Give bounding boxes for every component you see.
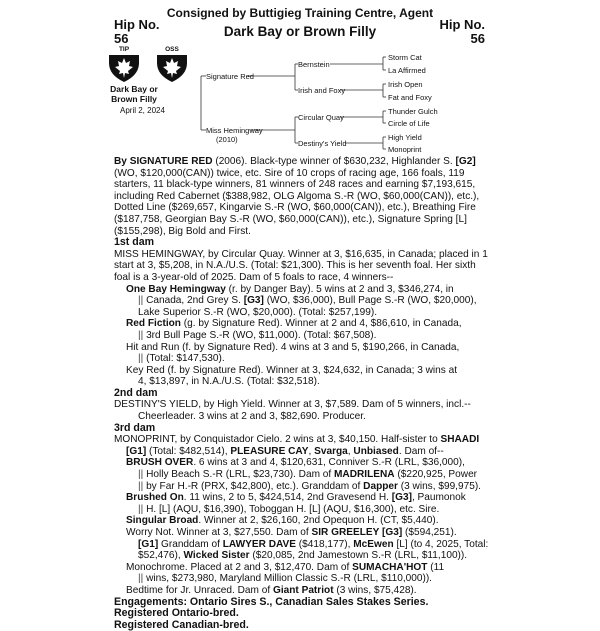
text: . 11 wins, 2 to 5, $424,514, 2nd Gravesend H. bbox=[183, 492, 389, 504]
second-dam-paragraph: DESTINY'S YIELD, by High Yield. Winner at 3, $7,589. Dam of 5 winners, incl.-- bbox=[114, 399, 471, 411]
produce-record-cont: || Canada, 2nd Grey S. [G3] (WO, $36,000), Bull Page S.-R (WO, $20,000), bbox=[138, 295, 477, 307]
text: MONOPRINT, by Conquistador Cielo. 2 wins at 3, $40,150. Half-sister to bbox=[114, 434, 441, 446]
text: Monochrome. Placed at 2 and 3, $12,470. Dam of bbox=[126, 561, 353, 573]
second-dam-heading: 2nd dam bbox=[114, 386, 158, 399]
consigned-by: Consigned by Buttigieg Training Centre, Agent bbox=[166, 6, 434, 20]
text: . 6 wins at 3 and 4, $120,631, Conniver S.-R (LRL, $36,000), bbox=[193, 457, 465, 469]
text: Holly Beach S.-R (LRL, $23,730). Dam of bbox=[146, 469, 334, 481]
first-dam-heading: 1st dam bbox=[114, 236, 155, 249]
horse-name: Wicked Sister bbox=[183, 550, 250, 562]
hip-label: Hip No. bbox=[439, 17, 485, 32]
grade: [G3] bbox=[243, 295, 264, 307]
hip-number: 56 bbox=[470, 31, 485, 46]
produce-record-cont: Lake Superior S.-R (WO, $20,000). (Total: $257,199). bbox=[138, 306, 378, 318]
third-dam-line bbox=[114, 434, 490, 446]
text: (11 bbox=[427, 561, 445, 573]
text: . Dam of-- bbox=[398, 445, 444, 457]
text: , bbox=[347, 445, 354, 457]
text: (WO, $120,000(CAN)) twice, etc. Sire of 10 crops of racing age, 166 foals, 119 starters, 11 black-type winners, 81 winners of 248 races and earning $7,193,615, including Red Cabernet ($388,982, OLG Algoma S.-R (WO, $60,000(CAN)), etc.), Dotted Line ($269,657, Kingarvie S.-R (WO, $60,000(CAN)), etc.), Breathing Fire ($187,758, Georgian Bay S.-R (WO, $60,000(CAN)), etc.), Signature Spring [L] ($155,298), Big Bold and First. bbox=[114, 167, 480, 237]
text: Worry Not. Winner at 3, $27,550. Dam of bbox=[126, 527, 312, 538]
pedigree-dam-dam: Destiny's Yield bbox=[298, 139, 347, 148]
produce-record-cont: || 3rd Bull Page S.-R (WO, $11,000). (Total: $67,508). bbox=[138, 329, 377, 341]
text: ($20,085, 2nd Jamestown S.-R (LRL, $11,100)). bbox=[249, 550, 468, 562]
horse-name: McEwen bbox=[353, 538, 394, 550]
grade: [G2] bbox=[455, 156, 476, 167]
horse-name: SHAADI bbox=[440, 434, 480, 446]
horse-name: MADRILENA bbox=[334, 469, 395, 481]
text: ($418,177), bbox=[296, 538, 354, 550]
pedigree-g3-7: High Yield bbox=[388, 133, 422, 142]
grade: [G3] bbox=[391, 492, 412, 504]
horse-name: Dapper bbox=[363, 480, 398, 492]
pedigree-dam-year: (2010) bbox=[216, 135, 238, 144]
produce-record-cont: || (Total: $147,530). bbox=[138, 353, 225, 365]
registration-ontario: Registered Ontario-bred. bbox=[114, 607, 239, 620]
horse-name: One Bay Hemingway bbox=[126, 283, 226, 295]
third-dam-line bbox=[114, 550, 490, 562]
pedigree-dam-sire: Circular Quay bbox=[298, 113, 344, 122]
third-dam-line bbox=[114, 539, 490, 551]
text: , bbox=[308, 445, 315, 457]
third-dam-line bbox=[114, 562, 490, 574]
text: H. [L] (AQU, $16,390), Toboggan H. [L] (AQU, $16,300), etc. Sire. bbox=[146, 503, 440, 515]
pedigree-g3-6: Circle of Life bbox=[388, 119, 430, 128]
text: (3 wins, $99,975). bbox=[397, 480, 481, 492]
third-dam-line: || H. [L] (AQU, $16,390), Toboggan H. [L] (AQU, $16,300), etc. Sire. bbox=[138, 503, 440, 515]
produce-record: Hit and Run (f. by Signature Red). 4 wins at 3 and 5, $190,266, in Canada, bbox=[126, 341, 460, 353]
text: ($220,925, Power bbox=[394, 469, 478, 481]
text: . Winner at 2, $26,160, 2nd Opequon H. (CT, $5,440). bbox=[198, 515, 439, 527]
first-dam-paragraph: MISS HEMINGWAY, by Circular Quay. Winner at 3, $16,635, in Canada; placed in 1 start at 3, $5,208, in N.A./U.S. (Total: $21,300). This is her seventh foal. Her sixth foal is a 3-year-old of 2025. Dam of 5 foals to race, 4 winners-- bbox=[114, 248, 488, 283]
horse-name: SUMACHA'HOT bbox=[352, 561, 428, 573]
sire-name: By SIGNATURE RED bbox=[114, 156, 213, 167]
text: (3 wins, $75,428). bbox=[333, 584, 417, 596]
sire-paragraph bbox=[114, 156, 490, 237]
horse-name: Singular Broad bbox=[126, 515, 199, 527]
text: (r. by Danger Bay). 5 wins at 2 and 3, $346,274, in bbox=[225, 283, 454, 295]
pedigree-sire-sire: Bernstein bbox=[298, 60, 330, 69]
foaling-date: April 2, 2024 bbox=[120, 106, 165, 115]
pedigree-sire-dam: Irish and Foxy bbox=[298, 86, 346, 95]
text: [L] (to 4, 2025, Total: bbox=[393, 538, 489, 550]
text: wins, $273,980, Maryland Million Classic S.-R (LRL, $110,000)). bbox=[146, 573, 432, 585]
pedigree-dam: Miss Hemingway bbox=[206, 126, 263, 135]
horse-name: Brushed On bbox=[126, 492, 184, 504]
horse-title: Dark Bay or Brown Filly bbox=[223, 24, 377, 39]
third-dam-line bbox=[114, 527, 490, 539]
horse-name: Unbiased bbox=[353, 445, 399, 457]
badge-label: OSS bbox=[165, 46, 179, 53]
grade: [G1] bbox=[138, 538, 159, 550]
horse-name: Svarga bbox=[314, 445, 348, 457]
badge-label: TIP bbox=[118, 46, 130, 53]
produce-record: Key Red (f. by Signature Red). Winner at 3, $24,632, in Canada; 3 wins at bbox=[126, 364, 458, 376]
produce-record-cont: 4, $13,897, in N.A./U.S. (Total: $32,518). bbox=[138, 376, 320, 388]
third-dam-line bbox=[114, 515, 490, 527]
text: (g. by Signature Red). Winner at 2 and 4, $86,610, in Canada, bbox=[180, 318, 462, 330]
horse-name: LAWYER DAVE bbox=[222, 538, 296, 550]
grade: [G1] bbox=[126, 445, 147, 457]
third-dam-line: || Holly Beach S.-R (LRL, $23,730). Dam of MADRILENA ($220,925, Power bbox=[138, 469, 478, 481]
third-dam-line: || wins, $273,980, Maryland Million Classic S.-R (LRL, $110,000)). bbox=[138, 573, 432, 585]
text: (Total: $147,530). bbox=[146, 353, 225, 365]
third-dam-line bbox=[114, 446, 490, 458]
third-dam-line bbox=[114, 492, 490, 504]
registration-canada: Registered Canadian-bred. bbox=[114, 618, 249, 631]
text: Canada, 2nd Grey S. bbox=[146, 295, 241, 307]
pedigree-g3-8: Monoprint bbox=[388, 145, 422, 154]
text: 3rd Bull Page S.-R (WO, $11,000). (Total: $67,508). bbox=[146, 329, 377, 341]
second-dam-produce: Cheerleader. 3 wins at 2 and 3, $82,690. Producer. bbox=[138, 411, 366, 423]
third-dam-line bbox=[114, 585, 490, 597]
third-dam-heading: 3rd dam bbox=[114, 421, 156, 434]
produce-record bbox=[114, 284, 490, 296]
engagements: Engagements: Ontario Sires S., Canadian Sales Stakes Series. bbox=[114, 595, 429, 608]
pedigree-g3-4: Fat and Foxy bbox=[388, 93, 432, 102]
text: Granddam of bbox=[158, 538, 223, 550]
text: (Total: $482,514), bbox=[146, 445, 231, 457]
pedigree-g3-3: Irish Open bbox=[388, 80, 423, 89]
horse-name: SIR GREELEY [G3] bbox=[311, 527, 403, 538]
pedigree-g3-1: Storm Cat bbox=[388, 53, 422, 62]
horse-name: BRUSH OVER bbox=[126, 457, 194, 469]
horse-name: PLEASURE CAY bbox=[230, 445, 309, 457]
text: Bedtime for Jr. Unraced. Dam of bbox=[126, 584, 273, 596]
text: (2006). Black-type winner of $630,232, Highlander S. bbox=[212, 156, 453, 167]
third-dam-line: || by Far H.-R (PRX, $42,800), etc.). Granddam of Dapper (3 wins, $99,975). bbox=[138, 480, 481, 492]
pedigree-sire: Signature Red bbox=[206, 72, 254, 81]
horse-name: Giant Patriot bbox=[272, 584, 334, 596]
third-dam-line bbox=[114, 457, 490, 469]
text: $52,476), bbox=[138, 550, 184, 562]
hip-label: Hip No. bbox=[114, 17, 160, 32]
text: ($594,251). bbox=[402, 527, 457, 538]
pedigree-g3-2: La Affirmed bbox=[388, 66, 426, 75]
pedigree-g3-5: Thunder Gulch bbox=[388, 107, 438, 116]
sex-line: Brown Filly bbox=[111, 94, 157, 104]
horse-name: Red Fiction bbox=[126, 318, 181, 330]
sex-line: Dark Bay or bbox=[110, 84, 158, 94]
hip-number: 56 bbox=[114, 31, 129, 46]
produce-record bbox=[114, 318, 490, 330]
text: by Far H.-R (PRX, $42,800), etc.). Granddam of bbox=[146, 480, 364, 492]
text: (WO, $36,000), Bull Page S.-R (WO, $20,000), bbox=[263, 295, 477, 307]
text: , Paumonok bbox=[411, 492, 466, 504]
catalog-body bbox=[114, 156, 490, 631]
